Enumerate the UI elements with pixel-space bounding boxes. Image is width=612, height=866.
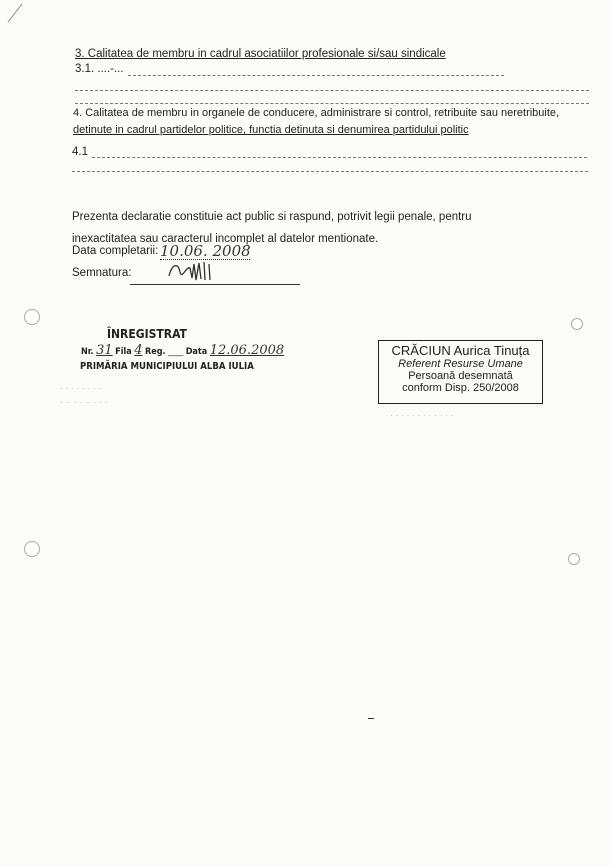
section-3-title: 3. Calitatea de membru in cadrul asociatiilor profesionale si/sau sindicale (75, 48, 446, 60)
data-label: Data (185, 347, 208, 357)
person-stamp-order: conform Disp. 250/2008 (402, 382, 519, 394)
person-stamp (378, 340, 543, 404)
section-4-title-line2: detinute in cadrul partidelor politice, functia detinuta si denumirea partidului politic (73, 124, 469, 136)
date-label: Data completarii: (72, 245, 159, 257)
nr-value: 31 (96, 343, 113, 358)
bleed-through-marks: · · · · · · · · · · · · (390, 410, 454, 420)
nr-label: Nr. (81, 347, 94, 357)
section-3-item: 3.1. ....-... (75, 63, 124, 75)
reg-label: Reg. (145, 347, 166, 357)
person-stamp-role: Referent Resurse Umane (398, 358, 523, 370)
punch-hole-mid-left (24, 541, 40, 557)
fila-label: Fila (115, 347, 132, 357)
section-4-item: 4.1 (72, 146, 88, 158)
data-value: 12.06.2008 (209, 343, 285, 358)
bleed-through-marks: · · · · · · · · (60, 383, 102, 393)
stray-mark (368, 718, 374, 719)
punch-hole-top-right (571, 318, 583, 330)
section-3-line (75, 103, 589, 104)
punch-hole-top-left (24, 309, 40, 325)
registration-stamp-title: ÎNREGISTRAT (107, 327, 187, 341)
section-4-title-line1: 4. Calitatea de membru in organele de conducere, administrare si control, retribuite sau neretribuite, (73, 107, 560, 119)
stray-mark (6, 2, 26, 29)
punch-hole-mid-right (568, 553, 580, 565)
section-3-line (75, 90, 589, 91)
date-value: 10.06. 2008 (160, 242, 251, 260)
section-4-line (92, 157, 587, 158)
section-3-line (128, 75, 504, 76)
signature-underline (130, 284, 300, 285)
declaration-line1: Prezenta declaratie constituie act public si raspund, potrivit legii penale, pentru (72, 211, 472, 223)
section-4-line (72, 171, 588, 172)
signature-label: Semnatura: (72, 267, 132, 279)
registration-stamp-row (81, 343, 284, 358)
registration-stamp-institution: PRIMĂRIA MUNICIPIULUI ALBA IULIA (80, 361, 254, 372)
person-stamp-name: CRĂCIUN Aurica Tinuța (391, 343, 530, 358)
person-stamp-designation: Persoană desemnată (408, 370, 513, 382)
declaration-line2: inexactitatea sau caracterul incomplet al datelor mentionate. (72, 233, 379, 245)
bleed-through-marks: · ·· · · ·· · · · (60, 397, 108, 407)
reg-blank: ___ (168, 346, 184, 356)
fila-value: 4 (134, 343, 143, 358)
